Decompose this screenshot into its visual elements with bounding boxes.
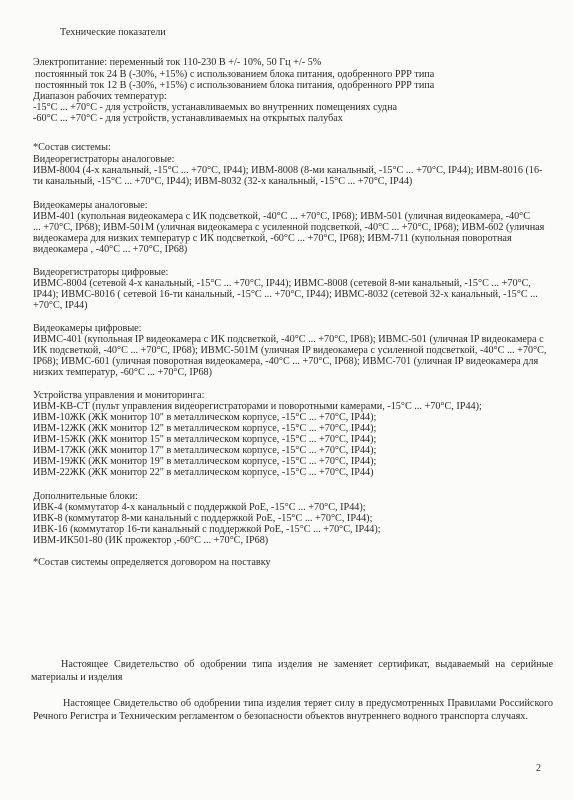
control-devices-line: ИВМ-10ЖК (ЖК монитор 10" в металлическом корпусе, -15°С ... +70°С, IP44);: [33, 412, 377, 423]
digital-cameras-line: низких температур, -60°С ... +70°С, IP68): [33, 367, 213, 378]
extra-blocks-line: ИВМ-ИК501-80 (ИК прожектор ,-60°С ... +70°С, IP68): [33, 535, 269, 546]
digital-recorders-line: ИВМС-8004 (сетевой 4-х канальный, -15°С ... +70°С, IP44); ИВМС-8008 (сетевой 8-ми канальный, -15°С ... +70°С,: [33, 278, 531, 289]
analog-recorders-line: ИВМ-8004 (4-х канальный, -15°С ... +70°С, IP44); ИВМ-8008 (8-ми канальный, -15°С ... +70°С, IP44); ИВМ-8016 (16-: [33, 165, 543, 176]
analog-cameras-line: ИВМ-401 (купольная видеокамера с ИК подсветкой, -40°С ... +70°С, IP68); ИВМ-501 (уличная видеокамера, -40°С: [33, 211, 531, 222]
temp-heading: Диапазон рабочих температур:: [33, 91, 167, 102]
power-line-3: постоянный ток 12 В (-30%, +15%) с использованием блока питания, одобренного РРР типа: [35, 80, 435, 91]
control-devices-line: ИВМ-КВ-СТ (пульт управления видеорегистраторами и поворотными камерами, -15°С ... +70°С, IP44);: [33, 401, 482, 412]
composition-note: *Состав системы определяется договором на поставку: [33, 557, 271, 568]
extra-blocks-line: ИВК-8 (коммутатор 8-ми канальный с поддержкой PoE, -15°С ... +70°С, IP44);: [33, 513, 373, 524]
analog-recorders-line: ти канальный, -15°С ... +70°С, IP44); ИВМ-8032 (32-х канальный, -15°С ... +70°С, IP44): [33, 176, 413, 187]
analog-cameras-line: видеокамера для низких температур с ИК подсветкой, -60°С ... +70°С, IP68); ИВМ-711 (купольная поворотная: [33, 233, 512, 244]
statement-not-replace: [33, 658, 553, 684]
control-devices-line: ИВМ-15ЖК (ЖК монитор 15" в металлическом корпусе, -15°С ... +70°С, IP44);: [33, 434, 377, 445]
digital-recorders-line: +70°С, IP44): [33, 300, 88, 311]
statement-validity: [33, 697, 553, 723]
analog-cameras-heading: Видеокамеры аналоговые:: [33, 200, 148, 211]
digital-recorders-heading: Видеорегистраторы цифровые:: [33, 267, 169, 278]
digital-cameras-line: ИВМС-401 (купольная IP видеокамера с ИК подсветкой, -40°С ... +70°С, IP68); ИВМС-501 (уличная IP видеокамера с: [33, 334, 544, 345]
analog-cameras-line: видеокамера , -40°С ... +70°С, IP68): [33, 244, 188, 255]
control-devices-line: ИВМ-22ЖК (ЖК монитор 22" в металлическом корпусе, -15°С ... +70°С, IP44): [33, 467, 374, 478]
temp-line-1: -15°С ... +70°С - для устройств, устанавливаемых во внутренних помещениях судна: [33, 102, 398, 113]
digital-cameras-line: IP68); ИВМС-601 (уличная поворотная видеокамера, -40°С ... +70°С, IP68); ИВМС-701 (уличная IP видеокамера для: [33, 356, 539, 367]
digital-cameras-line: ИК подсветкой, -40°С ... +70°С, IP68); ИВМС-501М (уличная IP видеокамера с усиленной подсветкой, -40°С ... +70°С,: [33, 345, 547, 356]
section-title: Технические показатели: [60, 27, 166, 38]
control-devices-line: ИВМ-12ЖК (ЖК монитор 12" в металлическом корпусе, -15°С ... +70°С, IP44);: [33, 423, 377, 434]
statement-validity-text: Настоящее Свидетельство об одобрении типа изделия теряет силу в предусмотренных Правилами Российского Речного Регистра и Техническим регламентом о безопасности объектов внутреннего водного транспорта случаях.: [33, 698, 553, 722]
extra-blocks-heading: Дополнительные блоки:: [33, 491, 138, 502]
extra-blocks-line: ИВК-16 (коммутатор 16-ти канальный с поддержкой PoE, -15°С ... +70°С, IP44);: [33, 524, 381, 535]
digital-recorders-line: IP44); ИВМС-8016 ( сетевой 16-ти канальный, -15°С ... +70°С, IP44); ИВМС-8032 (сетевой 32-х канальный, -15°С ...: [33, 289, 538, 300]
analog-cameras-line: ... +70°С, IP68); ИВМ-501М (уличная видеокамера с усиленной подсветкой, -40°С ... +70°С, IP68); ИВМ-602 (уличная: [33, 222, 545, 233]
page-number: 2: [536, 763, 541, 774]
control-devices-line: ИВМ-17ЖК (ЖК монитор 17" в металлическом корпусе, -15°С ... +70°С, IP44);: [33, 445, 377, 456]
digital-cameras-heading: Видеокамеры цифровые:: [33, 323, 142, 334]
power-line-2: постоянный ток 24 В (-30%, +15%) с использованием блока питания, одобренного РРР типа: [35, 69, 435, 80]
control-devices-heading: Устройства управления и мониторинга:: [33, 390, 205, 401]
extra-blocks-line: ИВК-4 (коммутатор 4-х канальный с поддержкой PoE, -15°С ... +70°С, IP44);: [33, 502, 366, 513]
statement-not-replace-text: Настоящее Свидетельство об одобрении типа изделия не заменяет сертификат, выдаваемый на серийные материалы и изделия: [31, 659, 553, 683]
power-line-1: Электропитание: переменный ток 110-230 В +/- 10%, 50 Гц +/- 5%: [33, 57, 322, 68]
temp-line-2: -60°С ... +70°С - для устройств, устанавливаемых на открытых палубах: [33, 113, 343, 124]
analog-recorders-heading: Видеорегистраторы аналоговые:: [33, 154, 175, 165]
composition-heading: *Состав системы:: [33, 142, 111, 153]
control-devices-line: ИВМ-19ЖК (ЖК монитор 19" в металлическом корпусе, -15°С ... +70°С, IP44);: [33, 456, 377, 467]
